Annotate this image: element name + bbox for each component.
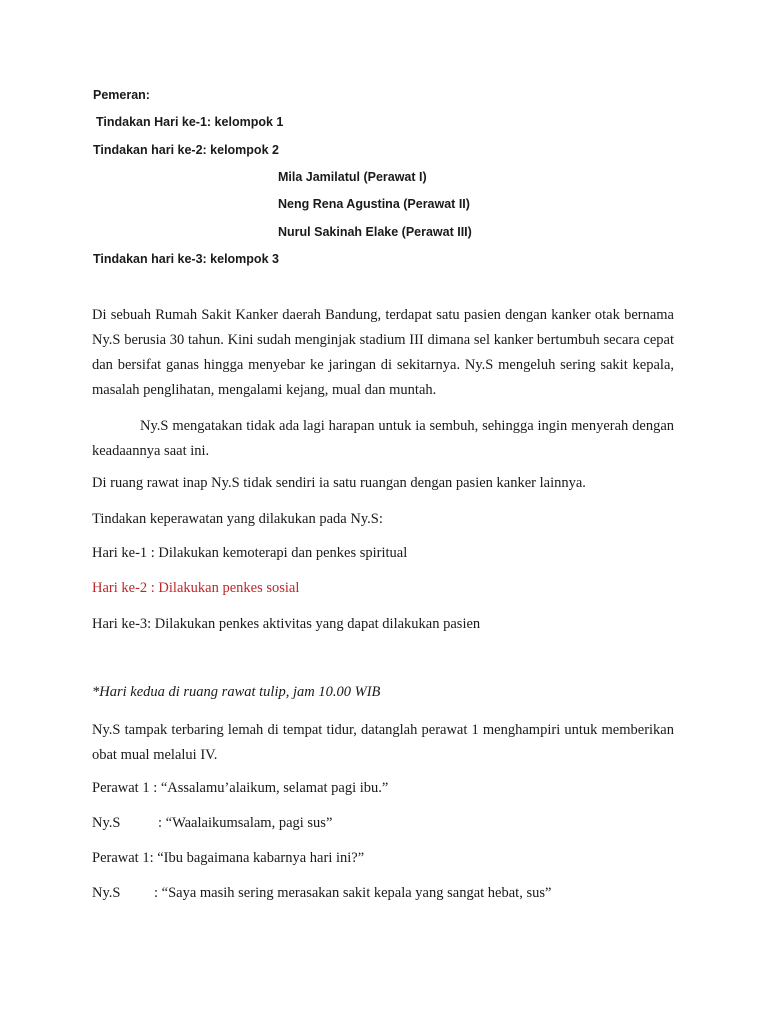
story-paragraph-2: Ny.S mengatakan tidak ada lagi harapan untuk ia sembuh, sehingga ingin menyerah dengan keadaannya saat ini. [92,418,674,459]
dialog-text: : “Waalaikumsalam, pagi sus” [158,815,333,831]
treatment-day3: Hari ke-3: Dilakukan penkes aktivitas yang dapat dilakukan pasien [92,616,481,632]
cast-member: Nurul Sakinah Elake (Perawat III) [278,225,472,239]
treatment-day1: Hari ke-1 : Dilakukan kemoterapi dan penkes spiritual [92,545,408,561]
dialog-line [92,885,551,902]
scene-intro: Ny.S tampak terbaring lemah di tempat tidur, datanglah perawat 1 menghampiri untuk memberikan obat mual melalui IV. [92,722,674,763]
cast-member: Neng Rena Agustina (Perawat II) [278,197,470,211]
scene-heading: *Hari kedua di ruang rawat tulip, jam 10.00 WIB [92,684,381,700]
story-paragraph-4: Tindakan keperawatan yang dilakukan pada Ny.S: [92,511,383,527]
dialog-text: “Assalamu’alaikum, selamat pagi ibu.” [160,780,389,796]
story-paragraph-3: Di ruang rawat inap Ny.S tidak sendiri ia satu ruangan dengan pasien kanker lainnya. [92,475,586,491]
dialog-line [92,780,388,797]
story-paragraph-1: Di sebuah Rumah Sakit Kanker daerah Bandung, terdapat satu pasien dengan kanker otak bernama Ny.S berusia 30 tahun. Kini sudah menginjak stadium III dimana sel kanker bertumbuh secara cepat dan bersifat ganas hingga menyebar ke jaringan di sekitarnya. Ny.S mengeluh sering sakit kepala, masalah penglihatan, mengalami kejang, mual dan muntah. [92,307,674,398]
cast-heading: Pemeran: [93,88,150,102]
cast-day2: Tindakan hari ke-2: kelompok 2 [93,143,279,157]
dialog-text: : “Saya masih sering merasakan sakit kepala yang sangat hebat, sus” [154,885,552,901]
dialog-speaker: Ny.S [92,815,121,831]
dialog-speaker: Ny.S [92,885,121,901]
treatment-day2: Hari ke-2 : Dilakukan penkes sosial [92,580,300,596]
dialog-speaker: Perawat 1 : [92,780,158,796]
dialog-speaker: Perawat 1: [92,850,154,866]
cast-day1: Tindakan Hari ke-1: kelompok 1 [96,115,284,129]
dialog-text: “Ibu bagaimana kabarnya hari ini?” [157,850,365,866]
cast-day3: Tindakan hari ke-3: kelompok 3 [93,252,279,266]
cast-member: Mila Jamilatul (Perawat I) [278,170,427,184]
dialog-line [92,815,332,832]
dialog-line [92,850,364,867]
